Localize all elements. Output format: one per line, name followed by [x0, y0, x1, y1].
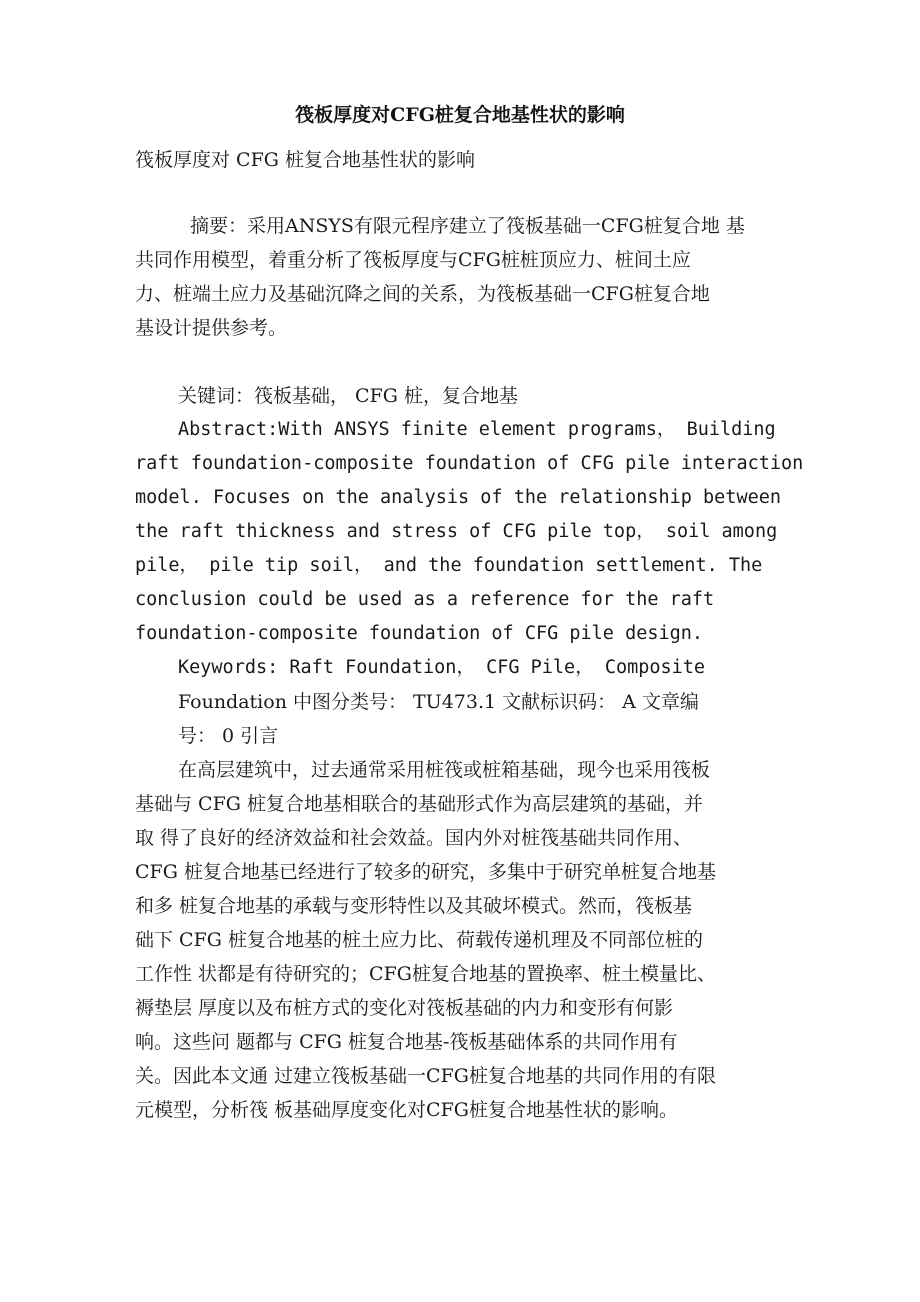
abstract-en-line: Abstract:With ANSYS finite element programs， Building [178, 419, 776, 440]
keywords-en-line: Foundation 中图分类号： TU473.1 文献标识码： A 文章编 [178, 691, 699, 713]
body-line: 关。因此本文通 过建立筏板基础一CFG桩复合地基的共同作用的有限 [135, 1065, 716, 1087]
keywords-en-line: Keywords: Raft Foundation， CFG Pile， Composite [178, 657, 706, 678]
abstract-en-line: the raft thickness and stress of CFG pile top， soil among [135, 521, 778, 542]
abstract-cn-line: 基设计提供参考。 [135, 317, 288, 339]
abstract-cn-line: 摘要：采用ANSYS有限元程序建立了筏板基础一CFG桩复合地 基 [190, 215, 745, 237]
document-title: 筏板厚度对CFG桩复合地基性状的影响 [295, 104, 625, 126]
abstract-en-line: pile， pile tip soil， and the foundation settlement. The [135, 555, 763, 576]
body-line: 在高层建筑中，过去通常采用桩筏或桩箱基础，现今也采用筏板 [178, 759, 711, 781]
body-line: 元模型，分析筏 板基础厚度变化对CFG桩复合地基性状的影响。 [135, 1099, 678, 1121]
body-line: 和多 桩复合地基的承载与变形特性以及其破坏模式。然而，筏板基 [135, 895, 693, 917]
abstract-en-line: foundation-composite foundation of CFG pile design. [135, 623, 704, 644]
body-line: 工作性 状都是有待研究的；CFG桩复合地基的置换率、桩土模量比、 [135, 963, 716, 985]
body-line: 取 得了良好的经济效益和社会效益。国内外对桩筏基础共同作用、 [135, 827, 693, 849]
body-line: 础下 CFG 桩复合地基的桩土应力比、荷载传递机理及不同部位桩的 [135, 929, 703, 951]
body-line: 基础与 CFG 桩复合地基相联合的基础形式作为高层建筑的基础，并 [135, 793, 703, 815]
abstract-cn-line: 力、桩端土应力及基础沉降之间的关系，为筏板基础一CFG桩复合地 [135, 283, 710, 305]
body-line: 褥垫层 厚度以及布桩方式的变化对筏板基础的内力和变形有何影 [135, 997, 674, 1019]
keywords-en-line: 号： 0 引言 [178, 725, 279, 747]
body-line: 响。这些问 题都与 CFG 桩复合地基-筏板基础体系的共同作用有 [135, 1031, 678, 1053]
abstract-en-line: conclusion could be used as a reference for the raft [135, 589, 715, 610]
keywords-cn: 关键词：筏板基础， CFG 桩，复合地基 [178, 385, 518, 407]
abstract-en-line: model. Focuses on the analysis of the relationship between [135, 487, 782, 508]
document-subtitle: 筏板厚度对 CFG 桩复合地基性状的影响 [135, 149, 475, 171]
abstract-en-line: raft foundation-composite foundation of CFG pile interaction [135, 453, 804, 474]
body-line: CFG 桩复合地基已经进行了较多的研究，多集中于研究单桩复合地基 [135, 861, 716, 883]
abstract-cn-line: 共同作用模型，着重分析了筏板厚度与CFG桩桩顶应力、桩间土应 [135, 249, 691, 271]
